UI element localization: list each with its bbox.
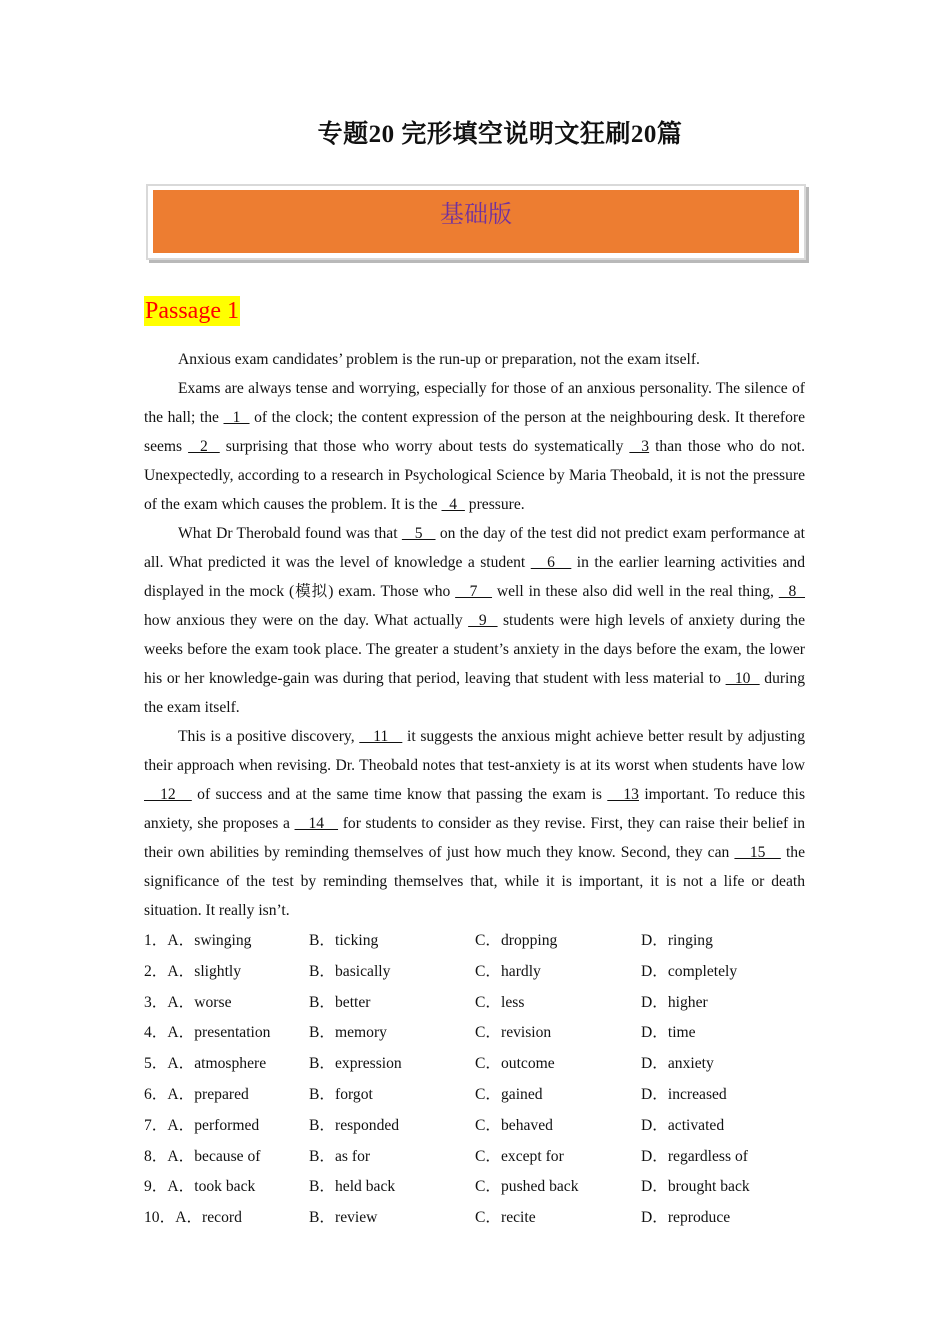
option-c: C．revision [475,1024,552,1042]
passage-text: important. To reduce this anxiety, she proposes a [144,786,806,832]
passage-text: students were high levels of anxiety during the weeks before the exam took place. The greater a student’s anxiety in the days before the exam, the lower his or her knowledge-gain was during that period, leaving that student with less material to [144,612,806,687]
option-row [144,957,824,988]
option-b: B．held back [309,1178,396,1196]
passage-text: of the clock; the content expression of the person at the neighbouring desk. It therefore seems [144,409,806,455]
option-row [144,1018,824,1049]
option-c: C．gained [475,1085,543,1103]
passage-text: What Dr Therobald found was that [178,525,402,542]
option-a: 3．A．worse [144,993,232,1011]
answer-blank: 7 [455,583,493,600]
option-d: D．ringing [641,932,713,949]
option-d: D．completely [641,962,738,980]
passage-body [144,345,805,925]
option-d: D．brought back [641,1178,750,1196]
answer-blank: 5 [401,525,436,542]
option-d: D．reproduce [641,1209,731,1227]
answer-blank: 10 [725,670,760,687]
option-b: B．ticking [309,932,379,949]
passage-text: during the exam itself. [144,670,805,716]
passage-text: on the day of the test did not predict exam performance at all. What predicted it was the level of knowledge a student [144,525,805,571]
passage-text: surprising that those who worry about tests do systematically [219,438,630,455]
answer-blank: 6 [530,554,572,571]
page-title: 专题20 完形填空说明文狂刷20篇 [317,121,683,148]
option-c: C．pushed back [475,1178,579,1196]
option-a: 6．A．prepared [144,1085,249,1103]
passage-text: it suggests the anxious might achieve better result by adjusting their approach when revising. Dr. Theobald notes that test-anxiety is at its worst when students have low [144,728,805,774]
option-c: C．recite [475,1209,536,1227]
option-c: C．dropping [475,932,558,949]
level-banner [146,184,806,260]
option-c: C．hardly [475,962,541,980]
option-d: D．higher [641,993,708,1011]
answer-blank: 9 [468,612,498,629]
passage-text: well in these also did well in the real thing, [492,583,779,600]
option-b: B．responded [309,1116,400,1134]
option-c: C．less [475,993,525,1011]
answer-blank: 13 [607,786,639,803]
level-banner-label: 基础版 [153,190,799,253]
answer-blank: 8 [778,583,806,600]
passage-title: Passage 1 [145,298,239,324]
option-a: 9．A．took back [144,1178,256,1196]
option-a: 4．A．presentation [144,1024,271,1042]
option-c: C．behaved [475,1116,553,1134]
option-a: 7．A．performed [144,1116,260,1134]
passage-text: the significance of the test by reminding themselves that, while it is important, it is not a life or death situation. It really isn’t. [144,844,806,919]
passage-text: how anxious they were on the day. What actually [144,612,469,629]
paragraph-1: Anxious exam candidates’ problem is the run-up or preparation, not the exam itself. [178,351,700,368]
option-row [144,1080,824,1111]
option-c: C．outcome [475,1055,555,1073]
option-row [144,1203,824,1234]
answer-blank: 14 [294,815,339,832]
option-d: D．regardless of [641,1147,748,1165]
passage-text: than those who do not. Unexpectedly, according to a research in Psychological Science by Maria Theobald, it is not the pressure of the exam which causes the problem. It is the [144,438,805,513]
paragraph-2 [144,374,805,519]
option-b: B．forgot [309,1085,373,1103]
option-a: 10．A．record [144,1209,242,1227]
option-b: B．as for [309,1147,371,1165]
option-row [144,1049,824,1080]
passage-text: This is a positive discovery, [178,728,360,745]
answer-blank: 12 [144,786,192,803]
option-row [144,1172,824,1203]
option-c: C．except for [475,1147,564,1165]
option-row [144,1111,824,1142]
answer-blank: 4 [441,496,465,513]
option-row [144,926,824,957]
passage-text: Exams are always tense and worrying, especially for those of an anxious personality. The silence of the hall; the [144,380,805,426]
option-row [144,988,824,1019]
option-b: B．review [309,1209,378,1227]
option-d: D．time [641,1024,696,1042]
answer-blank: 3 [629,438,650,455]
option-b: B．basically [309,962,391,980]
options-list [144,926,824,1234]
passage-text: of success and at the same time know that passing the exam is [191,786,608,803]
passage-text: in the earlier learning activities and displayed in the mock (模拟) exam. Those who [144,554,806,600]
option-b: B．better [309,993,371,1011]
passage-text: pressure. [464,496,525,513]
paragraph-4 [144,722,805,925]
option-a: 1．A．swinging [144,932,252,949]
answer-blank: 15 [734,844,781,861]
answer-blank: 2 [188,438,220,455]
option-b: B．memory [309,1024,387,1042]
option-a: 5．A．atmosphere [144,1055,267,1073]
option-row [144,1142,824,1173]
option-d: D．activated [641,1116,725,1134]
option-d: D．anxiety [641,1055,714,1073]
option-a: 8．A．because of [144,1147,261,1165]
option-b: B．expression [309,1055,402,1073]
paragraph-3 [144,519,805,722]
answer-blank: 11 [359,728,403,745]
option-a: 2．A．slightly [144,962,242,980]
passage-text: for students to consider as they revise. First, they can raise their belief in their own abilities by reminding themselves of just how much they know. Second, they can [144,815,806,861]
answer-blank: 1 [223,409,250,426]
option-d: D．increased [641,1085,727,1103]
